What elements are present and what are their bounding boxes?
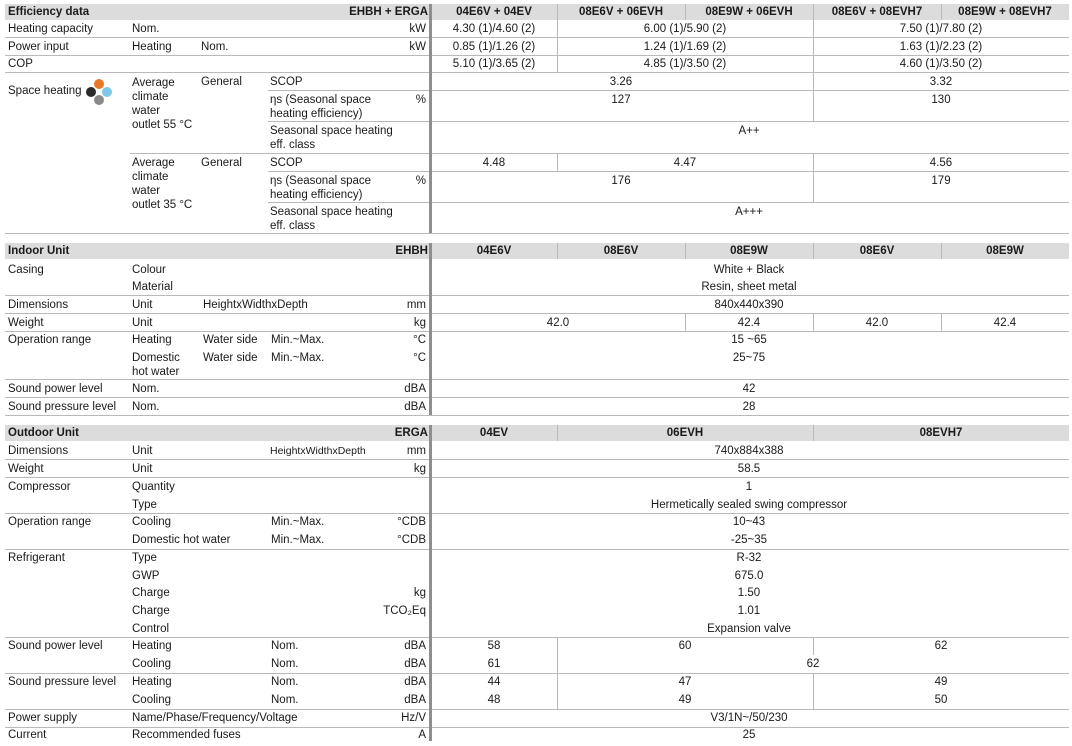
compressor-label: Compressor [8, 481, 71, 493]
eff-model-1: 04E6V + 04EV [456, 6, 532, 18]
power-input-value: 1.63 (1)/2.23 (2) [899, 41, 983, 53]
outdoor-op-unit: °CDB [397, 516, 426, 528]
water-side-label: Water side [203, 352, 258, 364]
power-input-label: Power input [8, 41, 69, 53]
space-heating-icon [85, 76, 115, 108]
eta-value-55: 130 [931, 94, 951, 106]
charge2-value: 1.01 [737, 605, 761, 617]
efficiency-title: Efficiency data [8, 6, 90, 18]
outdoor-dimensions-sub2: HeightxWidthxDepth [270, 445, 366, 457]
eta-unit-55: % [415, 94, 426, 106]
sound-pressure-unit: dBA [404, 694, 426, 706]
class-label-55: Seasonal space heating eff. class [270, 125, 393, 151]
indoor-model-1: 04E6V [476, 245, 512, 257]
sound-pressure-cooling-label: Cooling [132, 694, 171, 706]
material-label: Material [132, 281, 173, 293]
minmax-label: Min.~Max. [271, 352, 325, 364]
indoor-weight-value: 42.4 [993, 317, 1017, 329]
power-supply-value: V3/1N~/50/230 [710, 712, 788, 724]
eff-model-4: 08E6V + 08EVH7 [831, 6, 923, 18]
outdoor-dimensions-unit: mm [406, 445, 426, 457]
sound-pressure-nom: Nom. [271, 676, 299, 688]
power-supply-label: Power supply [8, 712, 78, 724]
current-value: 25 [742, 729, 756, 741]
sound-power-unit: dBA [404, 658, 426, 670]
indoor-dhw-range: 25~75 [732, 352, 766, 364]
outdoor-series-label: ERGA [394, 427, 428, 439]
sound-power-cooling-value: 62 [806, 658, 820, 670]
scop-label-35: SCOP [270, 157, 303, 169]
scop-value-35: 4.56 [929, 157, 953, 169]
control-value: Expansion valve [707, 623, 791, 635]
outdoor-operation-range-label: Operation range [8, 516, 92, 528]
indoor-header-bar [5, 243, 1069, 259]
outdoor-weight-label: Weight [8, 463, 44, 475]
indoor-model-2: 08E6V [603, 245, 639, 257]
general-label-35: General [201, 157, 242, 169]
condition-35: Average climate water outlet 35 °C [132, 157, 193, 211]
power-supply-sub: Name/Phase/Frequency/Voltage [132, 712, 298, 724]
indoor-op-unit: °C [413, 352, 426, 364]
efficiency-combo-label: EHBH + ERGA [349, 6, 428, 18]
power-input-unit: kW [409, 41, 426, 53]
indoor-heating-label: Heating [132, 334, 172, 346]
sound-pressure-nom: Nom. [271, 694, 299, 706]
indoor-dhw-label: Domestic hot water [132, 352, 180, 378]
indoor-weight-value: 42.4 [737, 317, 761, 329]
minmax-label: Min.~Max. [271, 516, 325, 528]
compressor-quantity-value: 1 [745, 481, 753, 493]
heating-capacity-sub: Nom. [132, 23, 160, 35]
compressor-type-value: Hermetically sealed swing compressor [650, 499, 848, 511]
indoor-model-4: 08E6V [859, 245, 895, 257]
indoor-sound-power-sub: Nom. [132, 383, 160, 395]
current-unit: A [418, 729, 426, 741]
condition-55: Average climate water outlet 55 °C [132, 77, 193, 131]
indoor-sound-pressure-label: Sound pressure level [8, 401, 117, 413]
scop-value-55: 3.26 [609, 76, 633, 88]
space-heating-label: Space heating [8, 85, 82, 97]
heating-capacity-value: 7.50 (1)/7.80 (2) [899, 23, 983, 35]
power-input-sub2: Nom. [201, 41, 229, 53]
current-sub: Recommended fuses [132, 729, 241, 741]
sound-power-heating-value: 58 [487, 640, 501, 652]
indoor-dimensions-label: Dimensions [8, 299, 69, 311]
eta-label-55: ηs (Seasonal space heating efficiency) [270, 94, 372, 120]
outdoor-model-3: 08EVH7 [919, 427, 963, 439]
outdoor-cooling-label: Cooling [132, 516, 171, 528]
sound-power-cooling-value: 61 [487, 658, 501, 670]
compressor-type-label: Type [132, 499, 157, 511]
outdoor-title: Outdoor Unit [8, 427, 79, 439]
indoor-weight-value: 42.0 [546, 317, 570, 329]
power-input-value: 1.24 (1)/1.69 (2) [643, 41, 727, 53]
outdoor-dimensions-sub: Unit [132, 445, 153, 457]
current-label: Current [8, 729, 47, 741]
colour-label: Colour [132, 264, 166, 276]
outdoor-sound-pressure-label: Sound pressure level [8, 676, 117, 688]
class-value-55: A++ [738, 125, 760, 137]
indoor-series-label: EHBH [395, 245, 428, 257]
sound-pressure-unit: dBA [404, 676, 426, 688]
eta-value-55: 127 [611, 94, 631, 106]
indoor-dimensions-sub: Unit [132, 299, 153, 311]
sound-pressure-heating-label: Heating [132, 676, 172, 688]
scop-value-55: 3.32 [929, 76, 953, 88]
outdoor-dimensions-value: 740x884x388 [714, 445, 784, 457]
indoor-model-3: 08E9W [730, 245, 768, 257]
eta-unit-35: % [415, 175, 426, 187]
refrigerant-type-label: Type [132, 552, 157, 564]
minmax-label: Min.~Max. [271, 334, 325, 346]
indoor-sound-pressure-value: 28 [742, 401, 756, 413]
sound-power-heating-value: 60 [678, 640, 692, 652]
indoor-dimensions-sub2: HeightxWidthxDepth [203, 299, 308, 311]
class-value-35: A+++ [735, 206, 763, 218]
charge2-unit: TCO₂Eq [383, 605, 426, 617]
material-value: Resin, sheet metal [701, 281, 797, 293]
outdoor-model-1: 04EV [479, 427, 509, 439]
outdoor-model-2: 06EVH [666, 427, 704, 439]
cop-value: 5.10 (1)/3.65 (2) [452, 58, 536, 70]
sound-power-nom: Nom. [271, 640, 299, 652]
heating-capacity-unit: kW [409, 23, 426, 35]
compressor-quantity-label: Quantity [132, 481, 175, 493]
casing-label: Casing [8, 264, 44, 276]
indoor-sound-pressure-sub: Nom. [132, 401, 160, 413]
power-supply-unit: Hz/V [401, 712, 426, 724]
indoor-heating-range: 15 ~65 [731, 334, 767, 346]
sound-pressure-cooling-value: 48 [487, 694, 501, 706]
scop-label-55: SCOP [270, 76, 303, 88]
indoor-weight-label: Weight [8, 317, 44, 329]
charge-unit: kg [413, 587, 426, 599]
heating-capacity-value: 6.00 (1)/5.90 (2) [643, 23, 727, 35]
indoor-sound-power-unit: dBA [404, 383, 426, 395]
sound-power-heating-label: Heating [132, 640, 172, 652]
sound-pressure-heating-value: 49 [934, 676, 948, 688]
sound-power-unit: dBA [404, 640, 426, 652]
colour-value: White + Black [713, 264, 785, 276]
scop-value-35: 4.47 [673, 157, 697, 169]
outdoor-weight-sub: Unit [132, 463, 153, 475]
charge2-label: Charge [132, 605, 170, 617]
charge-value: 1.50 [737, 587, 761, 599]
class-label-35: Seasonal space heating eff. class [270, 206, 393, 232]
outdoor-header-bar [5, 425, 1069, 441]
indoor-operation-range-label: Operation range [8, 334, 92, 346]
power-input-sub: Heating [132, 41, 172, 53]
eta-label-35: ηs (Seasonal space heating efficiency) [270, 175, 372, 201]
indoor-weight-value: 42.0 [865, 317, 889, 329]
heating-capacity-value: 4.30 (1)/4.60 (2) [452, 23, 536, 35]
eff-model-5: 08E9W + 08EVH7 [958, 6, 1052, 18]
outdoor-sound-power-label: Sound power level [8, 640, 103, 652]
indoor-dimensions-value: 840x440x390 [714, 299, 784, 311]
indoor-op-unit: °C [413, 334, 426, 346]
eta-value-35: 179 [931, 175, 951, 187]
cop-value: 4.60 (1)/3.50 (2) [899, 58, 983, 70]
eff-model-3: 08E9W + 06EVH [705, 6, 793, 18]
outdoor-dhw-label: Domestic hot water [132, 534, 231, 546]
sound-power-heating-value: 62 [934, 640, 948, 652]
charge-label: Charge [132, 587, 170, 599]
outdoor-dhw-range: -25~35 [730, 534, 768, 546]
water-side-label: Water side [203, 334, 258, 346]
outdoor-weight-value: 58.5 [737, 463, 761, 475]
gwp-label: GWP [132, 570, 160, 582]
indoor-model-5: 08E9W [986, 245, 1024, 257]
indoor-dimensions-unit: mm [406, 299, 426, 311]
refrigerant-label: Refrigerant [8, 552, 65, 564]
outdoor-dimensions-label: Dimensions [8, 445, 69, 457]
indoor-weight-unit: kg [413, 317, 426, 329]
scop-value-35: 4.48 [482, 157, 506, 169]
heating-capacity-label: Heating capacity [8, 23, 94, 35]
indoor-title: Indoor Unit [8, 245, 70, 257]
indoor-weight-sub: Unit [132, 317, 153, 329]
gwp-value: 675.0 [734, 570, 764, 582]
eff-model-2: 08E6V + 06EVH [578, 6, 664, 18]
indoor-sound-power-label: Sound power level [8, 383, 103, 395]
outdoor-cooling-range: 10~43 [732, 516, 766, 528]
control-label: Control [132, 623, 170, 635]
indoor-sound-pressure-unit: dBA [404, 401, 426, 413]
outdoor-op-unit: °CDB [397, 534, 426, 546]
sound-pressure-cooling-value: 50 [934, 694, 948, 706]
sound-pressure-cooling-value: 49 [678, 694, 692, 706]
eta-value-35: 176 [611, 175, 631, 187]
sound-power-nom: Nom. [271, 658, 299, 670]
minmax-label: Min.~Max. [271, 534, 325, 546]
cop-value: 4.85 (1)/3.50 (2) [643, 58, 727, 70]
sound-pressure-heating-value: 47 [678, 676, 692, 688]
cop-label: COP [8, 58, 33, 70]
sound-power-cooling-label: Cooling [132, 658, 171, 670]
refrigerant-type-value: R-32 [736, 552, 762, 564]
power-input-value: 0.85 (1)/1.26 (2) [452, 41, 536, 53]
indoor-sound-power-value: 42 [742, 383, 756, 395]
general-label-55: General [201, 76, 242, 88]
sound-pressure-heating-value: 44 [487, 676, 501, 688]
outdoor-weight-unit: kg [413, 463, 426, 475]
